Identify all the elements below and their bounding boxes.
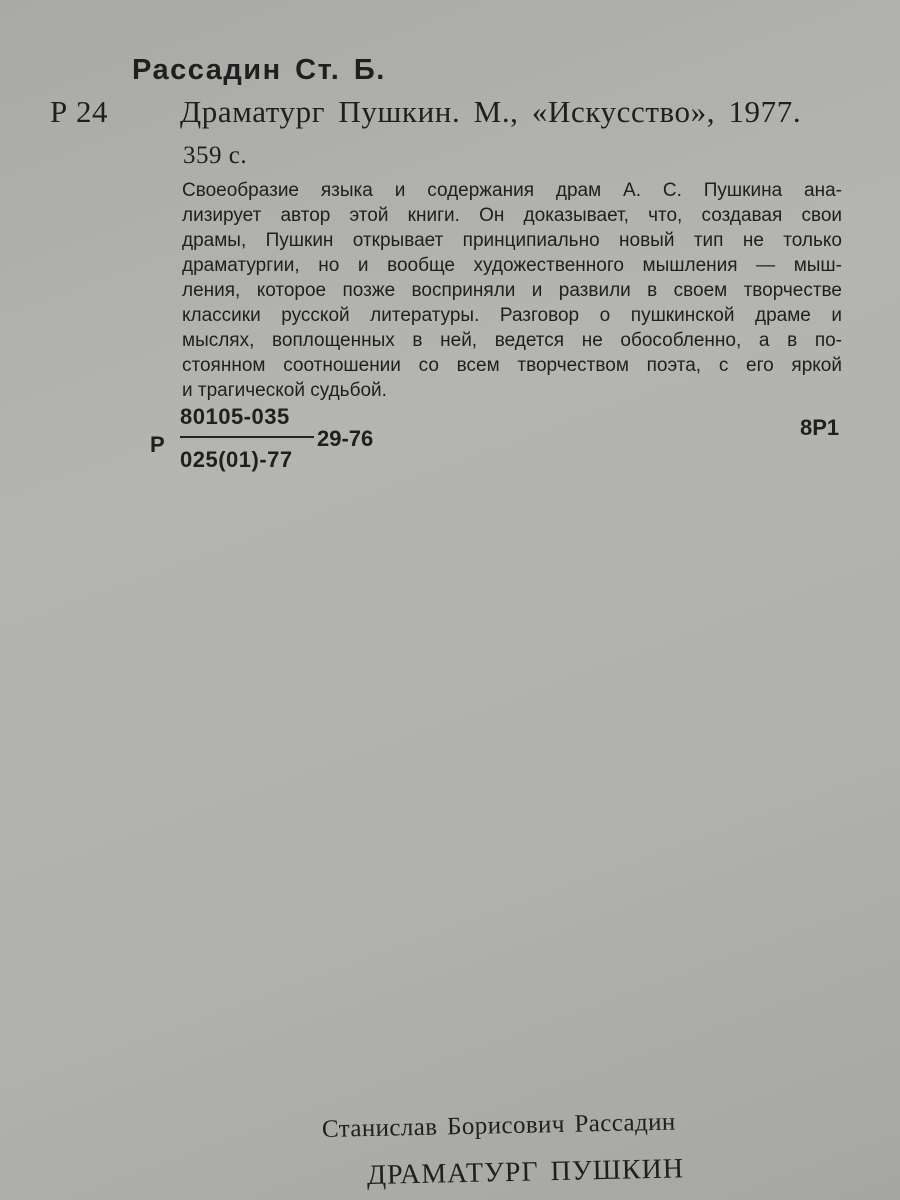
author-full-name: Станислав Борисович Рассадин	[321, 1108, 676, 1143]
annotation-line: драмы, Пушкин открывает принципиально новый тип не только	[182, 230, 842, 251]
annotation-line: классики русской литературы. Разговор о пушкинской драме и	[182, 305, 842, 326]
author-name: Рассадин Ст. Б.	[132, 54, 386, 86]
index-numerator: 80105-035	[180, 404, 290, 429]
annotation-paragraph	[182, 178, 842, 403]
annotation-line: стоянном соотношении со всем творчеством поэта, с его яркой	[182, 355, 842, 376]
page-count: 359 с.	[183, 142, 248, 169]
annotation-line: драматургии, но и вообще художественного мышления — мыш-	[182, 255, 842, 276]
annotation-line: ления, которое позже восприняли и развили в своем творчестве	[182, 280, 842, 301]
index-side-number: 29-76	[317, 426, 374, 451]
annotation-line: мыслях, воплощенных в ней, ведется не обособленно, а в по-	[182, 330, 842, 351]
classification-code: 8Р1	[800, 415, 840, 440]
annotation-line: и трагической судьбой.	[182, 380, 387, 401]
annotation-line: лизирует автор этой книги. Он доказывает, что, создавая свои	[182, 205, 842, 226]
index-letter: Р	[150, 432, 165, 457]
book-title-caps: ДРАМАТУРГ ПУШКИН	[366, 1153, 685, 1191]
index-denominator: 025(01)-77	[180, 447, 293, 472]
annotation-line: Своеобразие языка и содержания драм А. С. Пушкина ана-	[182, 180, 842, 201]
fraction-divider	[180, 436, 314, 438]
bibliographic-title-line: Драматург Пушкин. М., «Искусство», 1977.	[180, 94, 802, 129]
library-code: Р 24	[50, 94, 108, 129]
